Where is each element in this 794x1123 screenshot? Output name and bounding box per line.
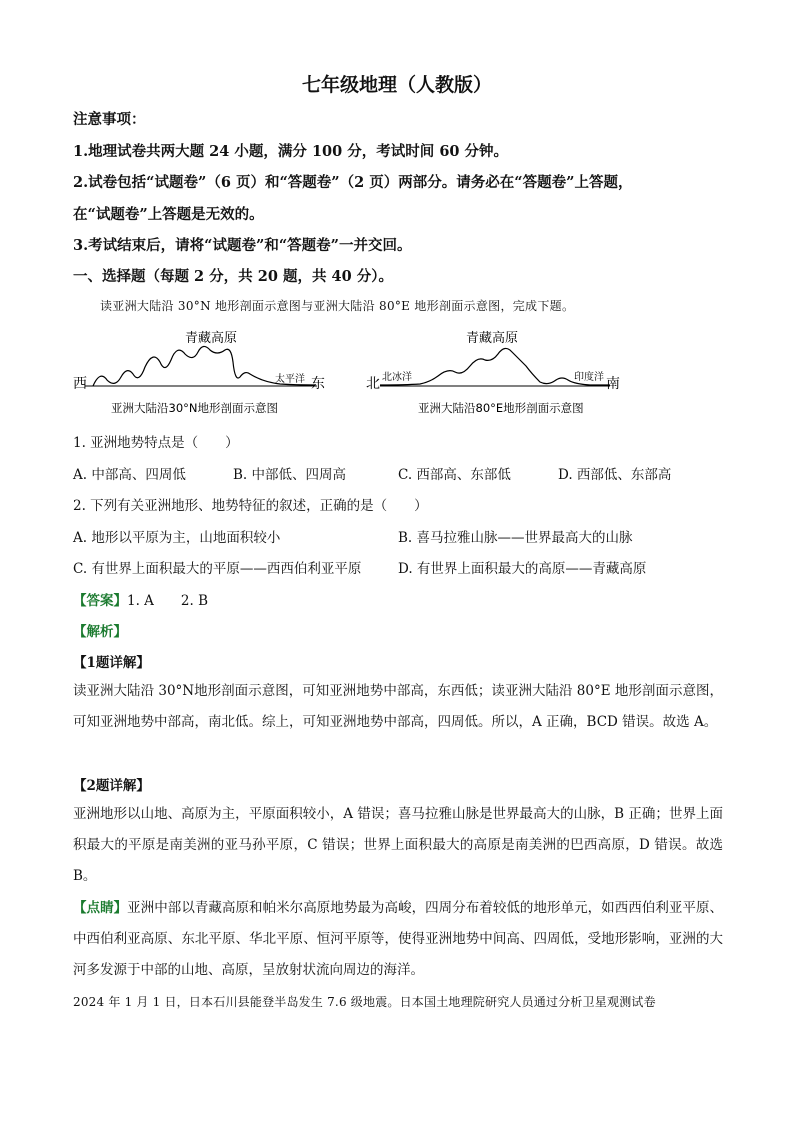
pacific-label: 太平洋 xyxy=(275,374,305,385)
q1-option-b: B. 中部低、四周高 xyxy=(233,467,347,483)
q2-option-b: B. 喜马拉雅山脉——世界最高大的山脉 xyxy=(398,530,633,546)
detail-1-label: 【1题详解】 xyxy=(73,655,150,671)
answer-label: 【答案】 xyxy=(73,593,127,609)
page-title: 七年级地理（人教版） xyxy=(301,74,492,96)
notice-item-1: 1.地理试卷共两大题 24 小题，满分 100 分，考试时间 60 分钟。 xyxy=(73,143,509,160)
detail-2-label: 【2题详解】 xyxy=(73,778,150,794)
q1-option-a: A. 中部高、四周低 xyxy=(73,467,186,483)
indian-ocean-label: 印度洋 xyxy=(574,372,604,383)
notice-item-2-line-1: 2.试卷包括“试题卷”（6 页）和“答题卷”（2 页）两部分。请务必在“答题卷”上答题， xyxy=(73,174,633,191)
east-label: 东 xyxy=(311,376,325,392)
north-label: 北 xyxy=(366,376,380,392)
section-heading: 一、选择题（每题 2 分，共 20 题，共 40 分）。 xyxy=(73,268,393,285)
notice-item-2-line-2: 在“试题卷”上答题是无效的。 xyxy=(73,206,264,223)
right-peak-label: 青藏高原 xyxy=(466,331,519,346)
arctic-label: 北冰洋 xyxy=(382,372,412,383)
q1-option-d: D. 西部低、东部高 xyxy=(558,467,672,483)
analysis-label: 【解析】 xyxy=(73,624,127,640)
left-peak-label: 青藏高原 xyxy=(185,331,238,346)
next-question-intro: 2024 年 1 月 1 日，日本石川县能登半岛发生 7.6 级地震。日本国土地理院研究人员通过分析卫星观测试卷 xyxy=(73,995,656,1009)
comment-text: 亚洲中部以青藏高原和帕米尔高原地势最为高峻，四周分布着较低的地形单元，如西西伯利亚平原、中西伯利亚高原、东北平原、华北平原、恒河平原等，使得亚洲地势中间高、四周低，受地形影响，亚洲的大河多发源于中部的山地、高原，呈放射状流向周边的海洋。 xyxy=(73,900,724,978)
notice-item-3: 3.考试结束后，请将“试题卷”和“答题卷”一并交回。 xyxy=(73,237,412,254)
q2-option-c: C. 有世界上面积最大的平原——西西伯利亚平原 xyxy=(73,561,362,577)
west-label: 西 xyxy=(73,376,87,392)
question-intro: 读亚洲大陆沿 30°N 地形剖面示意图与亚洲大陆沿 80°E 地形剖面示意图，完成下题。 xyxy=(100,299,575,313)
detail-2-text: 亚洲地形以山地、高原为主，平原面积较小，A 错误；喜马拉雅山脉是世界最高大的山脉，B 正确；世界上面积最大的平原是南美洲的亚马孙平原，C 错误；世界上面积最大的高原是南美洲的巴西高原，D 错误。故选 B。 xyxy=(73,806,723,884)
q2-option-d: D. 有世界上面积最大的高原——青藏高原 xyxy=(398,561,647,577)
q1-stem: 1. 亚洲地势特点是（ ） xyxy=(73,435,239,451)
comment-label: 【点睛】 xyxy=(73,900,128,916)
answer-text: 1. A 2. B xyxy=(127,593,209,609)
left-caption: 亚洲大陆沿30°N地形剖面示意图 xyxy=(111,401,278,415)
right-caption: 亚洲大陆沿80°E地形剖面示意图 xyxy=(418,401,584,415)
notice-heading: 注意事项： xyxy=(73,111,146,128)
q1-option-c: C. 西部高、东部低 xyxy=(398,467,511,483)
q2-stem: 2. 下列有关亚洲地形、地势特征的叙述，正确的是（ ） xyxy=(73,498,428,514)
answer-line xyxy=(73,589,208,609)
profile-diagram-80e xyxy=(360,322,645,422)
detail-1-text: 读亚洲大陆沿 30°N地形剖面示意图，可知亚洲地势中部高，东西低；读亚洲大陆沿 80°E 地形剖面示意图，可知亚洲地势中部高，南北低。综上，可知亚洲地势中部高，四周低。所以，A 正确，BCD 错误。故选 A。 xyxy=(73,683,723,730)
south-label: 南 xyxy=(606,376,620,392)
q2-option-a: A. 地形以平原为主，山地面积较小 xyxy=(73,530,281,546)
profile-diagram-30n xyxy=(65,322,350,422)
comment-block xyxy=(73,893,723,986)
